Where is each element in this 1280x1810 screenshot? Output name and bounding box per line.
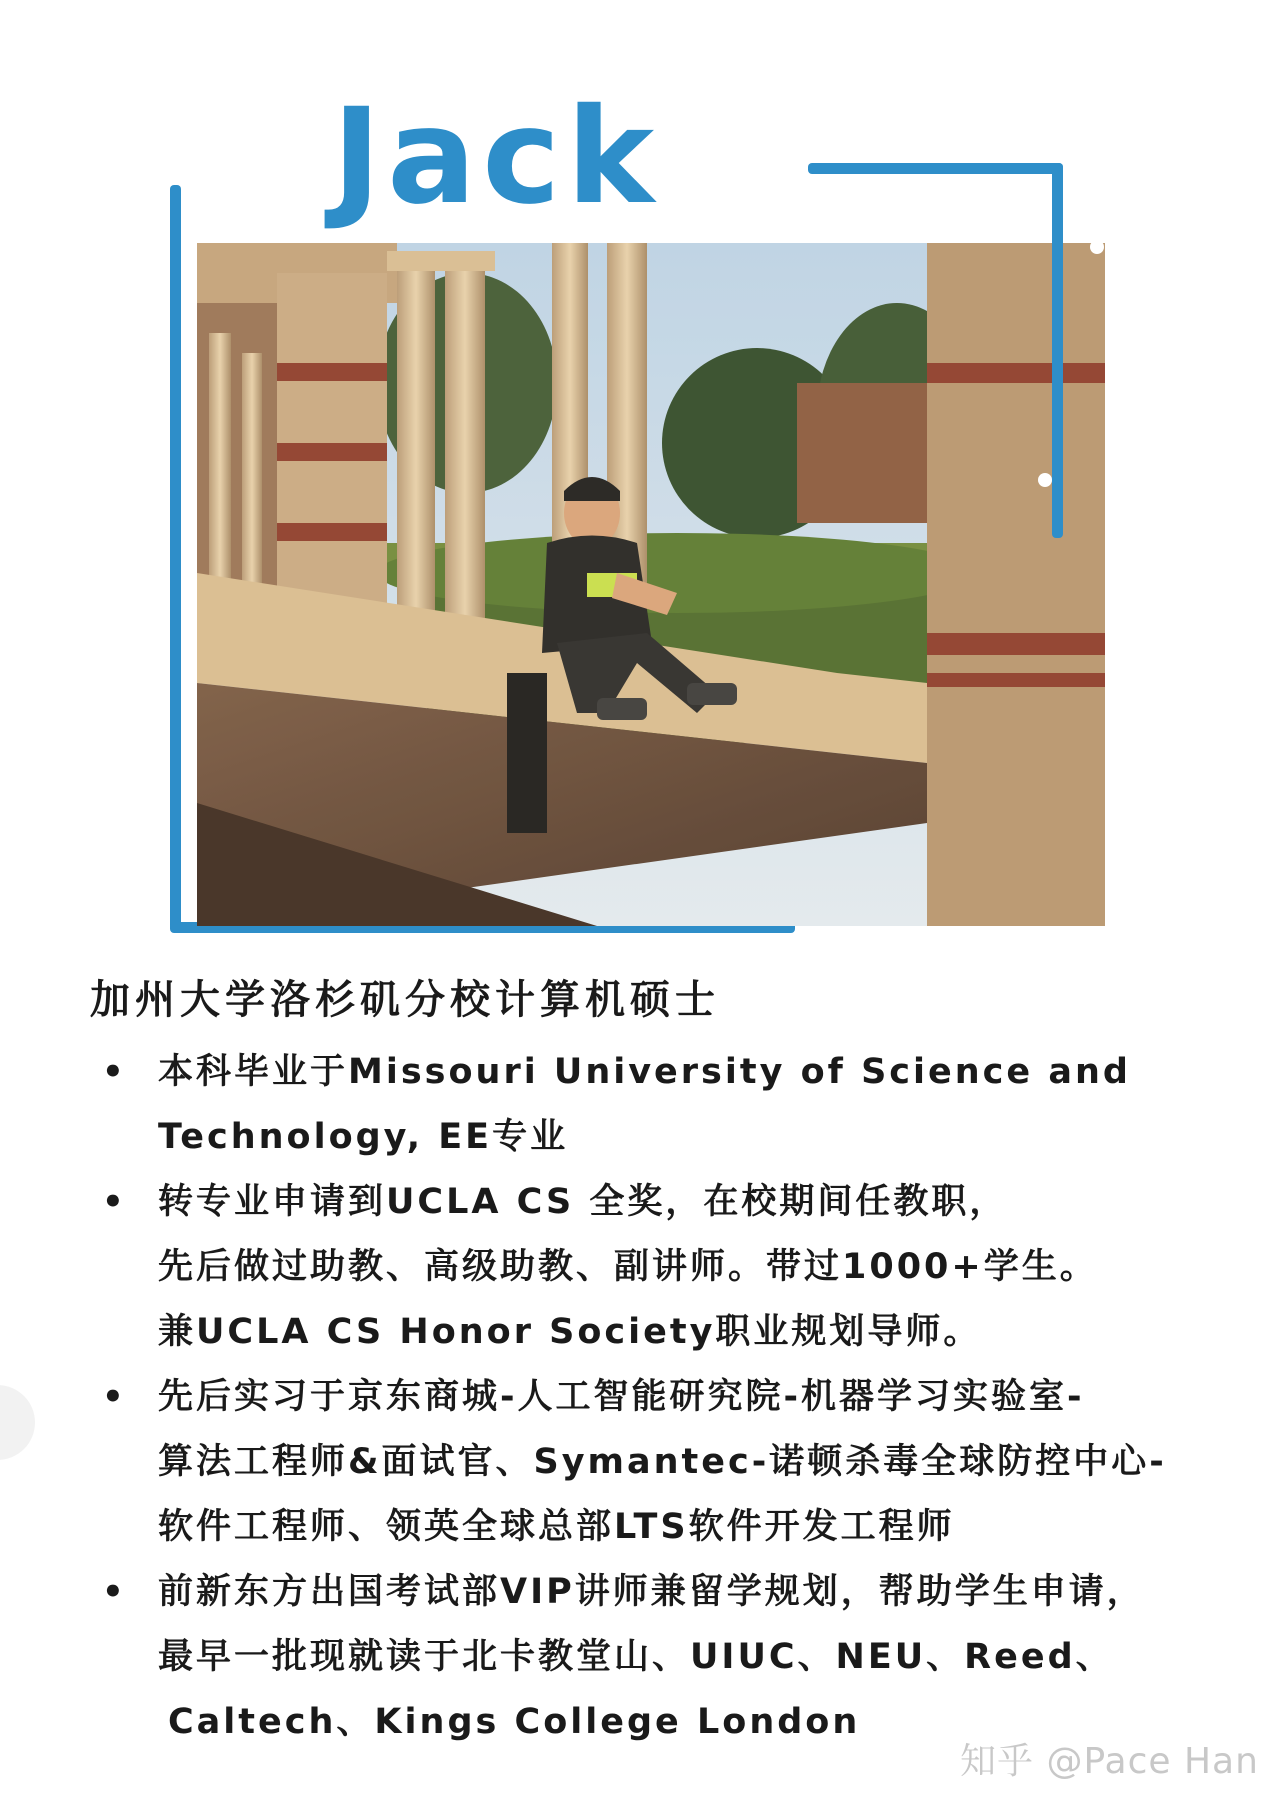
bullet-icon: •: [102, 1377, 124, 1417]
watermark: 知乎 @Pace Han: [960, 1741, 1259, 1782]
photo-dot-middle: [1038, 473, 1052, 487]
bio-line: Technology, EE专业: [158, 1117, 569, 1157]
bullet-icon: •: [102, 1182, 124, 1222]
bio-line: 本科毕业于Missouri University of Science and: [158, 1052, 1131, 1092]
edge-shadow: [0, 1385, 35, 1460]
frame-line-left: [170, 185, 181, 930]
bio-line: Caltech、Kings College London: [168, 1702, 861, 1742]
name-title: Jack: [332, 80, 661, 234]
frame-line-right: [1052, 163, 1063, 538]
bio-line: 算法工程师&面试官、Symantec-诺顿杀毒全球防控中心-: [158, 1442, 1167, 1482]
bio-item-undergrad: [100, 1040, 1270, 1170]
bullet-icon: •: [102, 1052, 124, 1092]
bio-item-ucla: [100, 1170, 1270, 1365]
bio-list: [100, 1040, 1270, 1755]
photo-dot-top: [1090, 240, 1104, 254]
bio-line: 先后做过助教、高级助教、副讲师。带过1000+学生。: [158, 1247, 1098, 1287]
bio-line: 先后实习于京东商城-人工智能研究院-机器学习实验室-: [158, 1377, 1085, 1417]
bio-line: 兼UCLA CS Honor Society职业规划导师。: [158, 1312, 982, 1352]
bullet-icon: •: [102, 1572, 124, 1612]
bio-item-teaching: [100, 1560, 1270, 1755]
bio-line: 最早一批现就读于北卡教堂山、UIUC、NEU、Reed、: [158, 1637, 1114, 1677]
portrait-photo: [197, 243, 1105, 926]
bio-line: 转专业申请到UCLA CS 全奖，在校期间任教职，: [158, 1182, 1008, 1222]
bio-item-internships: [100, 1365, 1270, 1560]
frame-line-top: [808, 163, 1063, 174]
bio-line: 前新东方出国考试部VIP讲师兼留学规划，帮助学生申请，: [158, 1572, 1145, 1612]
bio-line: 软件工程师、领英全球总部LTS软件开发工程师: [158, 1507, 955, 1547]
degree-heading: 加州大学洛杉矶分校计算机硕士: [90, 977, 720, 1023]
